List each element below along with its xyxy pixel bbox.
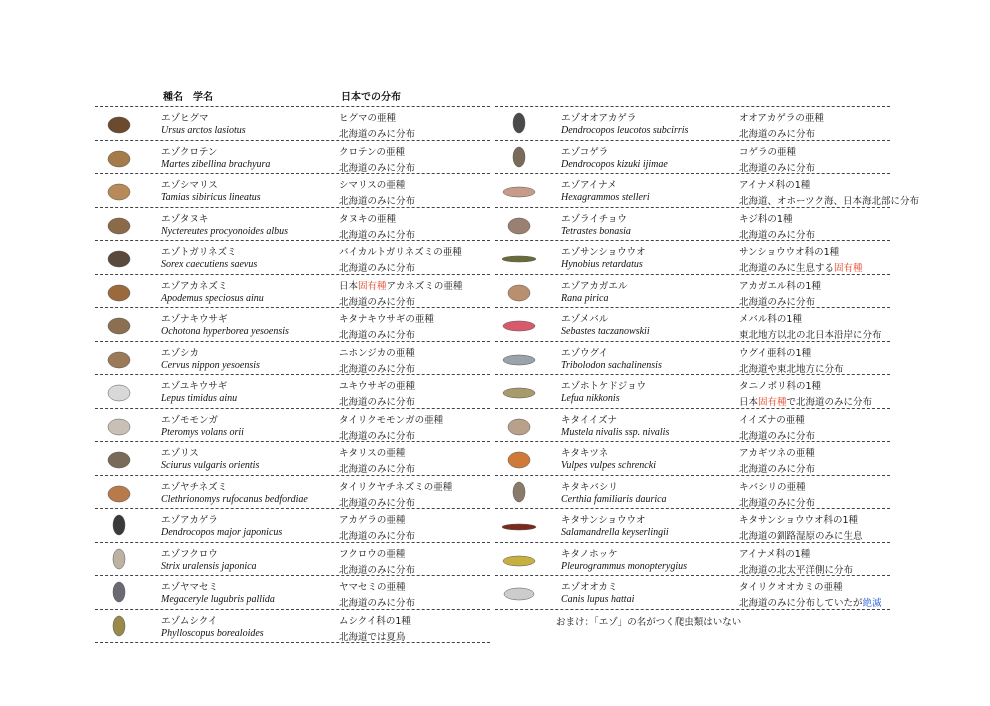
taxonomy-note: タイリクヤチネズミの亜種 <box>339 481 453 493</box>
japanese-name: エゾアカゲラ <box>161 515 218 526</box>
scientific-name: Sorex caecutiens saevus <box>161 259 258 270</box>
distribution-note: 北海道のみに分布 <box>339 464 416 475</box>
taxonomy-note: キバシリの亜種 <box>739 481 806 493</box>
salamander-icon <box>499 244 539 270</box>
species-row <box>95 341 490 375</box>
taxonomy-note: ウグイ亜科の1種 <box>739 347 812 359</box>
species-row <box>95 307 490 341</box>
taxonomy-note: メバル科の1種 <box>739 314 802 325</box>
species-row <box>95 441 490 475</box>
japanese-name: キタイイズナ <box>561 414 617 426</box>
taxonomy-note: クロテンの亜種 <box>339 146 406 158</box>
footnote: おまけ：「エゾ」の名がつく爬虫類はいない <box>556 617 742 628</box>
scientific-name: Sebastes taczanowskii <box>561 326 650 337</box>
scientific-name: Mustela nivalis ssp. nivalis <box>561 426 670 438</box>
taxonomy-note: ヒグマの亜種 <box>339 113 397 124</box>
species-row <box>495 441 890 475</box>
species-row <box>495 575 890 610</box>
scientific-name: Rana pirica <box>561 292 609 304</box>
taxonomy-note: アイナメ科の1種 <box>739 548 811 560</box>
japanese-name: エゾオオカミ <box>561 582 618 593</box>
species-row <box>495 140 890 174</box>
taxonomy-note: バイカルトガリネズミの亜種 <box>339 247 462 258</box>
scientific-name: Hynobius retardatus <box>561 259 643 270</box>
japanese-name: エゾタヌキ <box>161 213 209 225</box>
scientific-name: Certhia familiaris daurica <box>561 493 667 505</box>
shrew-icon <box>99 244 139 270</box>
scientific-name: Hexagrammos stelleri <box>561 192 650 203</box>
japanese-name: エゾライチョウ <box>561 213 627 225</box>
dace-icon <box>499 345 539 371</box>
species-row <box>495 542 890 576</box>
left-species-column <box>95 106 490 643</box>
species-row <box>495 341 890 375</box>
scientific-name: Nyctereutes procyonoides albus <box>161 225 289 237</box>
japanese-name: エゾヤマセミ <box>161 582 219 593</box>
squirrel-icon <box>99 445 139 471</box>
japanese-name: エゾウグイ <box>561 347 609 359</box>
taxonomy-note: ムシクイ科の1種 <box>339 615 411 627</box>
scientific-name: Pleurogrammus monopterygius <box>561 560 688 572</box>
scientific-name: Dendrocopos leucotos subcirris <box>561 125 689 136</box>
taxonomy-note: ニホンジカの亜種 <box>339 347 415 359</box>
white-backed-woodpecker-icon <box>499 110 539 136</box>
japanese-name: エゾシマリス <box>161 180 218 191</box>
taxonomy-note: アカギツネの亜種 <box>739 448 815 459</box>
rockfish-icon <box>499 311 539 337</box>
distribution-note: 北海道の釧路湿原のみに生息 <box>739 531 863 542</box>
japanese-name: エゾムシクイ <box>161 615 218 627</box>
species-row <box>495 106 890 140</box>
taxonomy-note: キタリスの亜種 <box>339 448 406 459</box>
species-row <box>495 207 890 241</box>
taxonomy-note: タヌキの亜種 <box>339 213 397 225</box>
scientific-name: Tribolodon sachalinensis <box>561 359 662 371</box>
distribution-note: 北海道のみに分布 <box>739 464 816 475</box>
highlighted-term: 絶滅 <box>862 598 882 609</box>
taxonomy-note: アカゲラの亜種 <box>339 515 406 526</box>
species-row <box>95 609 490 644</box>
taxonomy-note: ユキウサギの亜種 <box>339 381 416 392</box>
greenling-icon <box>499 177 539 203</box>
woodpecker-icon <box>99 512 139 538</box>
distribution-note: 日本固有種で北海道のみに分布 <box>739 397 873 408</box>
name-column-header: 種名 学名 <box>163 92 213 103</box>
distribution-note: 北海道のみに分布 <box>339 263 416 274</box>
distribution-note: 北海道のみに分布 <box>339 229 416 241</box>
japanese-name: エゾアイナメ <box>561 180 617 191</box>
species-row <box>495 508 890 542</box>
wolf-skull-icon <box>499 579 539 605</box>
taxonomy-note: タイリクモモンガの亜種 <box>339 414 444 426</box>
distribution-note: 北海道のみに分布 <box>339 564 416 576</box>
distribution-note: 北海道のみに分布 <box>339 330 416 341</box>
species-row <box>95 274 490 308</box>
distribution-note: 北海道のみに分布 <box>339 430 416 442</box>
distribution-note: 北海道のみに生息する固有種 <box>739 263 863 274</box>
scientific-name: Dendrocopos major japonicus <box>161 527 283 538</box>
distribution-note: 北海道のみに分布 <box>739 162 816 174</box>
japanese-name: エゾホトケドジョウ <box>561 381 647 392</box>
japanese-name: エゾコゲラ <box>561 146 609 158</box>
taxonomy-note: イイズナの亜種 <box>739 414 805 426</box>
japanese-name: エゾナキウサギ <box>161 314 228 325</box>
scientific-name: Lepus timidus ainu <box>161 393 238 404</box>
distribution-note: 北海道のみに分布 <box>739 296 816 308</box>
treecreeper-icon <box>499 479 539 505</box>
scientific-name: Dendrocopos kizuki ijimae <box>561 158 668 170</box>
species-row <box>95 575 490 609</box>
taxonomy-note: オオアカゲラの亜種 <box>739 113 824 124</box>
scientific-name: Phylloscopus borealoides <box>161 627 264 639</box>
distribution-note: 北海道や東北地方に分布 <box>739 363 844 375</box>
taxonomy-note: アイナメ科の1種 <box>739 180 811 191</box>
species-row <box>495 475 890 509</box>
scientific-name: Vulpes vulpes schrencki <box>561 460 656 471</box>
species-row <box>95 508 490 542</box>
deer-icon <box>99 345 139 371</box>
species-row <box>95 106 490 140</box>
distribution-note: 北海道では夏鳥 <box>339 631 406 643</box>
taxonomy-note: キタナキウサギの亜種 <box>339 314 434 325</box>
species-row <box>495 408 890 442</box>
japanese-name: エゾメバル <box>561 314 609 325</box>
scientific-name: Ochotona hyperborea yesoensis <box>161 326 289 337</box>
right-species-column <box>495 106 920 610</box>
scientific-name: Megaceryle lugubris pallida <box>161 594 275 605</box>
chipmunk-icon <box>99 177 139 203</box>
distribution-note: 北海道の北太平洋側に分布 <box>739 564 854 576</box>
distribution-note: 東北地方以北の北日本沿岸に分布 <box>739 330 882 341</box>
scientific-name: Cervus nippon yesoensis <box>161 359 260 371</box>
taxonomy-note: キタサンショウウオ科の1種 <box>739 515 859 526</box>
japanese-name: キタサンショウウオ <box>561 515 646 526</box>
distribution-note: 北海道のみに分布 <box>739 129 816 140</box>
distribution-note: 北海道のみに分布 <box>339 196 416 207</box>
japanese-name: キタキバシリ <box>561 481 618 493</box>
japanese-name: エゾアカネズミ <box>161 280 228 292</box>
taxonomy-note: キジ科の1種 <box>739 213 793 225</box>
distribution-note: 北海道のみに分布 <box>739 497 816 509</box>
taxonomy-note: サンショウウオ科の1種 <box>739 247 840 258</box>
highlighted-term: 固有種 <box>834 263 863 274</box>
red-backed-vole-icon <box>99 479 139 505</box>
scientific-name: Tetrastes bonasia <box>561 225 631 237</box>
distribution-note: 北海道のみに分布 <box>339 363 416 375</box>
japanese-name: キタノホッケ <box>561 548 618 560</box>
scientific-name: Martes zibellina brachyura <box>161 158 271 170</box>
japanese-name: エゾトガリネズミ <box>161 247 237 258</box>
japanese-name: エゾヒグマ <box>161 113 209 124</box>
brown-bear-icon <box>99 110 139 136</box>
species-row <box>495 240 890 274</box>
loach-icon <box>499 378 539 404</box>
taxonomy-note: フクロウの亜種 <box>339 548 406 560</box>
pika-icon <box>99 311 139 337</box>
species-row <box>95 542 490 576</box>
japanese-name: エゾヤチネズミ <box>161 481 228 493</box>
hazel-grouse-icon <box>499 211 539 237</box>
taxonomy-note: タニノボリ科の1種 <box>739 381 822 392</box>
species-row <box>495 274 890 308</box>
taxonomy-note: 日本固有種アカネズミの亜種 <box>339 280 463 292</box>
distribution-column-header: 日本での分布 <box>341 92 401 103</box>
scientific-name: Ursus arctos lasiotus <box>161 125 246 136</box>
newt-icon <box>499 512 539 538</box>
species-row <box>95 374 490 408</box>
distribution-note: 北海道のみに分布 <box>339 397 416 408</box>
species-row <box>95 408 490 442</box>
scientific-name: Tamias sibiricus lineatus <box>161 192 261 203</box>
distribution-note: 北海道、オホーツク海、日本海北部に分布 <box>739 196 920 207</box>
species-row <box>95 173 490 207</box>
distribution-note: 北海道のみに分布していたが絶滅 <box>739 598 882 609</box>
species-row <box>95 140 490 174</box>
least-weasel-icon <box>499 412 539 438</box>
raccoon-dog-icon <box>99 211 139 237</box>
kingfisher-icon <box>99 579 139 605</box>
taxonomy-note: シマリスの亜種 <box>339 180 406 191</box>
species-row <box>95 207 490 241</box>
distribution-note: 北海道のみに分布 <box>339 497 416 509</box>
japanese-name: エゾシカ <box>161 347 200 359</box>
species-row <box>495 374 890 408</box>
distribution-note: 北海道のみに分布 <box>339 129 416 140</box>
pygmy-woodpecker-icon <box>499 144 539 170</box>
distribution-note: 北海道のみに分布 <box>339 531 416 542</box>
field-mouse-icon <box>99 278 139 304</box>
scientific-name: Strix uralensis japonica <box>161 560 257 572</box>
japanese-name: エゾユキウサギ <box>161 381 228 392</box>
scientific-name: Canis lupus hattai <box>561 594 635 605</box>
species-row <box>495 173 920 207</box>
highlighted-term: 固有種 <box>758 397 787 408</box>
distribution-note: 北海道のみに分布 <box>339 598 416 609</box>
japanese-name: エゾサンショウウオ <box>561 247 646 258</box>
scientific-name: Salamandrella keyserlingii <box>561 527 669 538</box>
taxonomy-note: ヤマセミの亜種 <box>339 582 406 593</box>
japanese-name: エゾクロテン <box>161 146 218 158</box>
frog-icon <box>499 278 539 304</box>
scientific-name: Sciurus vulgaris orientis <box>161 460 260 471</box>
japanese-name: エゾフクロウ <box>161 548 218 560</box>
scientific-name: Clethrionomys rufocanus bedfordiae <box>161 493 308 505</box>
fox-icon <box>499 445 539 471</box>
species-row <box>495 307 890 341</box>
distribution-note: 北海道のみに分布 <box>339 296 416 308</box>
taxonomy-note: コゲラの亜種 <box>739 146 797 158</box>
japanese-name: エゾオオアカゲラ <box>561 113 637 124</box>
japanese-name: エゾリス <box>161 448 199 459</box>
warbler-icon <box>99 613 139 639</box>
flying-squirrel-icon <box>99 412 139 438</box>
distribution-note: 北海道のみに分布 <box>339 162 416 174</box>
sable-icon <box>99 144 139 170</box>
taxonomy-note: アカガエル科の1種 <box>739 280 821 292</box>
japanese-name: エゾアカガエル <box>561 280 628 292</box>
scientific-name: Lefua nikkonis <box>561 393 620 404</box>
scientific-name: Apodemus speciosus ainu <box>161 292 264 304</box>
japanese-name: キタキツネ <box>561 448 609 459</box>
distribution-note: 北海道のみに分布 <box>739 229 816 241</box>
species-row <box>95 475 490 509</box>
hare-icon <box>99 378 139 404</box>
owl-icon <box>99 546 139 572</box>
highlighted-term: 固有種 <box>358 280 387 292</box>
distribution-note: 北海道のみに分布 <box>739 430 816 442</box>
taxonomy-note: タイリクオオカミの亜種 <box>739 582 843 593</box>
japanese-name: エゾモモンガ <box>161 414 219 426</box>
scientific-name: Pteromys volans orii <box>161 426 244 438</box>
atka-mackerel-icon <box>499 546 539 572</box>
species-row <box>95 240 490 274</box>
